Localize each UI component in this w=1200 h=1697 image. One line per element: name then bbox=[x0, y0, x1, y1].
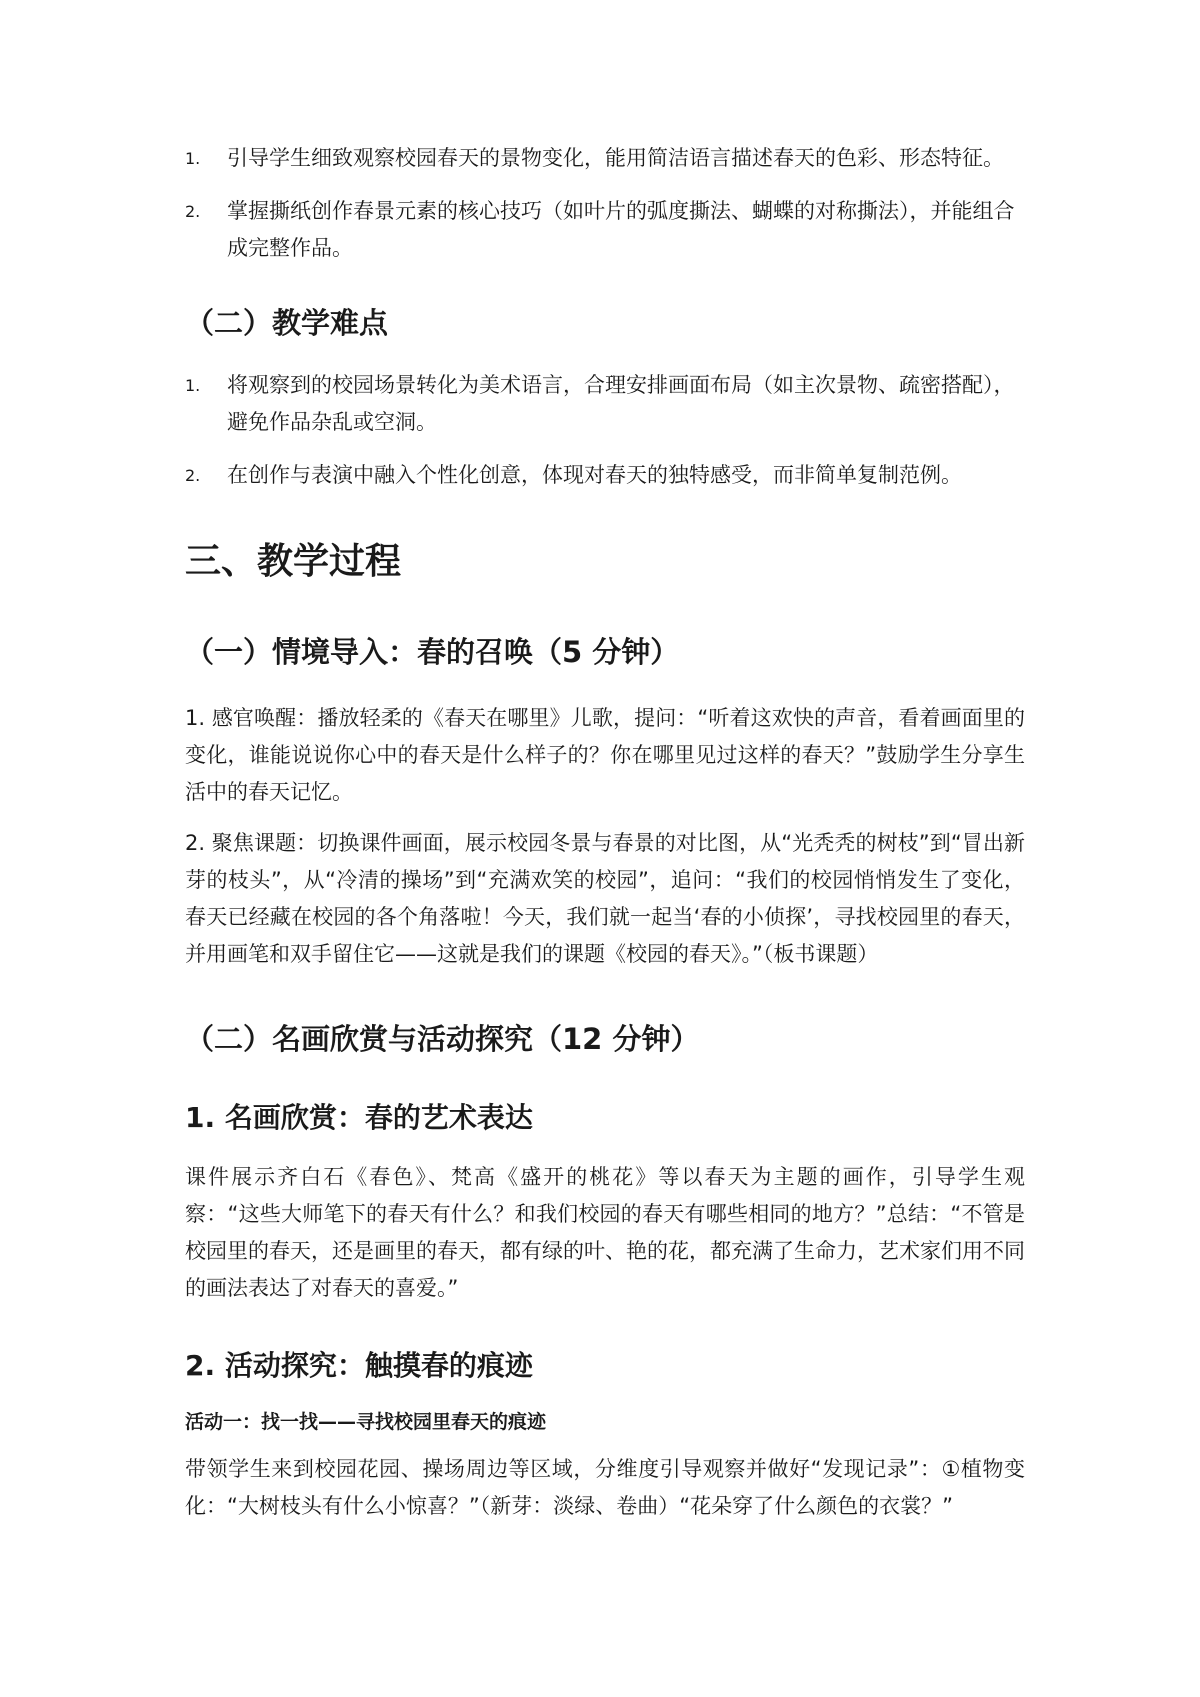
list-text: 在创作与表演中融入个性化创意，体现对春天的独特感受，而非简单复制范例。 bbox=[227, 463, 962, 487]
process-heading: 三、教学过程 bbox=[185, 541, 402, 582]
list-number: 2. bbox=[185, 466, 201, 485]
intro-heading: （一）情境导入：春的召唤（5 分钟） bbox=[185, 635, 680, 669]
list-text: 将观察到的校园场景转化为美术语言，合理安排画面布局（如主次景物、疏密搭配），避免作品杂乱或空洞。 bbox=[227, 373, 1015, 434]
list-item bbox=[185, 457, 1025, 494]
difficulty-list bbox=[185, 367, 1025, 494]
list-item bbox=[185, 193, 1025, 267]
document-page bbox=[185, 140, 1025, 1539]
list-item bbox=[185, 140, 1025, 177]
list-item bbox=[185, 367, 1025, 441]
activity-1-paragraph: 带领学生来到校园花园、操场周边等区域，分维度引导观察并做好“发现记录”：①植物变化：“大树枝头有什么小惊喜？”（新芽：淡绿、卷曲）“花朵穿了什么颜色的衣裳？” bbox=[185, 1457, 1025, 1518]
goals-list bbox=[185, 140, 1025, 267]
difficulty-heading: （二）教学难点 bbox=[185, 306, 389, 340]
activity-1-title: 活动一：找一找——寻找校园里春天的痕迹 bbox=[185, 1411, 547, 1433]
topic-2-heading: 2. 活动探究：触摸春的痕迹 bbox=[185, 1349, 533, 1382]
list-text: 掌握撕纸创作春景元素的核心技巧（如叶片的弧度撕法、蝴蝶的对称撕法），并能组合成完整作品。 bbox=[227, 199, 1015, 260]
intro-paragraph-1: 1. 感官唤醒：播放轻柔的《春天在哪里》儿歌，提问：“听着这欢快的声音，看着画面里的变化，谁能说说你心中的春天是什么样子的？你在哪里见过这样的春天？”鼓励学生分享生活中的春天记忆。 bbox=[185, 706, 1025, 804]
list-text: 引导学生细致观察校园春天的景物变化，能用简洁语言描述春天的色彩、形态特征。 bbox=[227, 146, 1004, 170]
intro-paragraph-2: 2. 聚焦课题：切换课件画面，展示校园冬景与春景的对比图，从“光秃秃的树枝”到“冒出新芽的枝头”，从“冷清的操场”到“充满欢笑的校园”，追问：“我们的校园悄悄发生了变化，春天已经藏在校园的各个角落啦！今天，我们就一起当‘春的小侦探’，寻找校园里的春天，并用画笔和双手留住它——这就是我们的课题《校园的春天》。”（板书课题） bbox=[185, 831, 1025, 966]
list-number: 1. bbox=[185, 376, 201, 395]
list-number: 2. bbox=[185, 202, 201, 221]
topic-1-paragraph: 课件展示齐白石《春色》、梵高《盛开的桃花》等以春天为主题的画作，引导学生观察：“这些大师笔下的春天有什么？和我们校园的春天有哪些相同的地方？”总结：“不管是校园里的春天，还是画里的春天，都有绿的叶、艳的花，都充满了生命力，艺术家们用不同的画法表达了对春天的喜爱。” bbox=[185, 1165, 1025, 1300]
list-number: 1. bbox=[185, 149, 201, 168]
appreciation-heading: （二）名画欣赏与活动探究（12 分钟） bbox=[185, 1022, 700, 1056]
topic-1-heading: 1. 名画欣赏：春的艺术表达 bbox=[185, 1101, 533, 1134]
